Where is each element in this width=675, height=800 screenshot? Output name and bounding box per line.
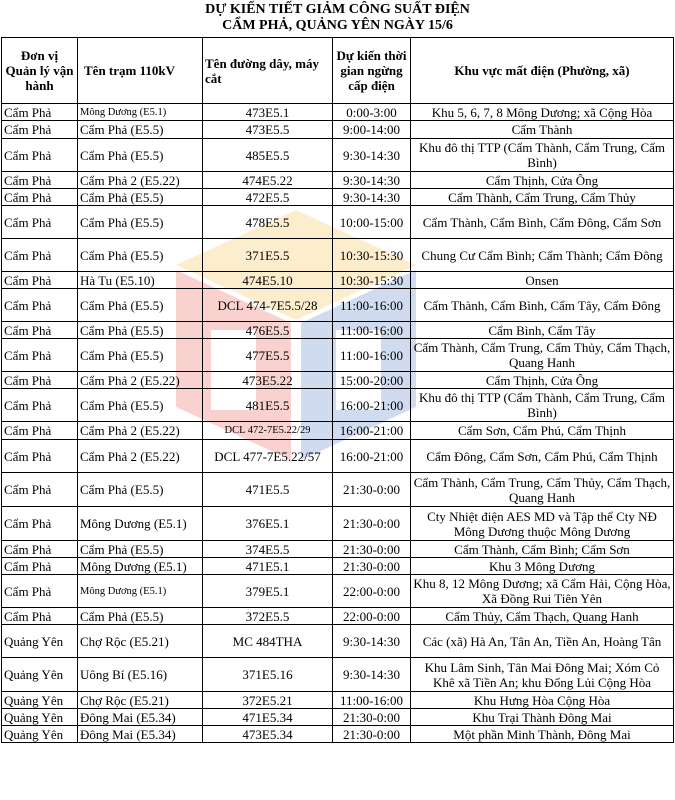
cell-unit: Cẩm Phả <box>2 206 78 239</box>
cell-line: 372E5.5 <box>203 608 333 625</box>
cell-time: 21:30-0:00 <box>333 726 411 743</box>
cell-unit: Cẩm Phả <box>2 558 78 575</box>
cell-time: 11:00-16:00 <box>333 322 411 339</box>
cell-line: DCL 474-7E5.5/28 <box>203 289 333 322</box>
column-header-station: Tên trạm 110kV <box>78 38 203 104</box>
table-row <box>2 206 674 239</box>
cell-station: Chợ Rộc (E5.21) <box>78 692 203 709</box>
cell-unit: Cẩm Phả <box>2 440 78 473</box>
cell-unit: Cẩm Phả <box>2 422 78 440</box>
table-row <box>2 121 674 139</box>
cell-station: Chợ Rộc (E5.21) <box>78 625 203 658</box>
cell-area: Onsen <box>411 272 674 289</box>
table-row <box>2 709 674 726</box>
cell-unit: Cẩm Phả <box>2 473 78 507</box>
cell-time: 9:30-14:30 <box>333 189 411 206</box>
cell-unit: Quảng Yên <box>2 692 78 709</box>
cell-time: 10:00-15:00 <box>333 206 411 239</box>
cell-station: Cẩm Phả 2 (E5.22) <box>78 422 203 440</box>
table-row <box>2 625 674 658</box>
table-row <box>2 440 674 473</box>
cell-unit: Cẩm Phả <box>2 139 78 172</box>
cell-line: 474E5.22 <box>203 172 333 189</box>
cell-time: 22:00-0:00 <box>333 575 411 608</box>
cell-area: Khu Hưng Hòa Cộng Hòa <box>411 692 674 709</box>
cell-station: Cẩm Phả (E5.5) <box>78 322 203 339</box>
power-cut-table <box>1 37 674 743</box>
cell-time: 15:00-20:00 <box>333 372 411 389</box>
cell-line: MC 484THA <box>203 625 333 658</box>
cell-area: Khu đô thị TTP (Cẩm Thành, Cẩm Trung, Cẩm Bình) <box>411 139 674 172</box>
cell-unit: Cẩm Phả <box>2 339 78 372</box>
cell-area: Cẩm Thành, Cẩm Bình, Cẩm Đông, Cẩm Sơn <box>411 206 674 239</box>
table-row <box>2 575 674 608</box>
cell-area: Cẩm Đông, Cẩm Sơn, Cẩm Phú, Cẩm Thịnh <box>411 440 674 473</box>
cell-area: Khu Trại Thành Đông Mai <box>411 709 674 726</box>
cell-unit: Quảng Yên <box>2 658 78 692</box>
cell-station: Cẩm Phả (E5.5) <box>78 121 203 139</box>
cell-time: 10:30-15:30 <box>333 272 411 289</box>
cell-station: Cẩm Phả (E5.5) <box>78 389 203 422</box>
cell-unit: Cẩm Phả <box>2 389 78 422</box>
cell-time: 0:00-3:00 <box>333 104 411 121</box>
cell-area: Cẩm Thành, Cẩm Bình, Cẩm Tây, Cẩm Đông <box>411 289 674 322</box>
cell-time: 21:30-0:00 <box>333 507 411 541</box>
cell-area: Cẩm Bình, Cẩm Tây <box>411 322 674 339</box>
cell-time: 11:00-16:00 <box>333 339 411 372</box>
cell-line: 374E5.5 <box>203 541 333 558</box>
cell-line: DCL 472-7E5.22/29 <box>203 422 333 440</box>
cell-line: 379E5.1 <box>203 575 333 608</box>
cell-area: Cẩm Thành, Cẩm Bình; Cẩm Sơn <box>411 541 674 558</box>
cell-area: Cẩm Thành, Cẩm Trung, Cẩm Thủy, Cẩm Thạch, Quang Hanh <box>411 339 674 372</box>
table-row <box>2 372 674 389</box>
table-header-row <box>2 38 674 104</box>
cell-line: 473E5.34 <box>203 726 333 743</box>
cell-area: Cẩm Thịnh, Cửa Ông <box>411 372 674 389</box>
cell-line: 485E5.5 <box>203 139 333 172</box>
cell-station: Hà Tu (E5.10) <box>78 272 203 289</box>
cell-area: Cẩm Thành, Cẩm Trung, Cẩm Thủy, Cẩm Thạch, Quang Hanh <box>411 473 674 507</box>
cell-area: Khu Lâm Sinh, Tân Mai Đông Mai; Xóm Cỏ Khê xã Tiền An; khu Đống Lủi Cộng Hòa <box>411 658 674 692</box>
cell-line: DCL 477-7E5.22/57 <box>203 440 333 473</box>
cell-time: 9:00-14:00 <box>333 121 411 139</box>
table-row <box>2 558 674 575</box>
cell-unit: Cẩm Phả <box>2 272 78 289</box>
cell-unit: Cẩm Phả <box>2 372 78 389</box>
cell-area: Một phần Minh Thành, Đông Mai <box>411 726 674 743</box>
cell-time: 21:30-0:00 <box>333 709 411 726</box>
cell-line: 481E5.5 <box>203 389 333 422</box>
cell-area: Cẩm Thành <box>411 121 674 139</box>
cell-station: Cẩm Phả (E5.5) <box>78 541 203 558</box>
cell-area: Cẩm Thủy, Cẩm Thạch, Quang Hanh <box>411 608 674 625</box>
cell-station: Cẩm Phả (E5.5) <box>78 608 203 625</box>
table-row <box>2 172 674 189</box>
cell-station: Mông Dương (E5.1) <box>78 104 203 121</box>
cell-line: 376E5.1 <box>203 507 333 541</box>
cell-unit: Cẩm Phả <box>2 289 78 322</box>
table-row <box>2 289 674 322</box>
table-row <box>2 541 674 558</box>
cell-time: 21:30-0:00 <box>333 473 411 507</box>
table-row <box>2 189 674 206</box>
table-row <box>2 239 674 272</box>
cell-station: Đông Mai (E5.34) <box>78 726 203 743</box>
cell-area: Khu 5, 6, 7, 8 Mông Dương; xã Cộng Hòa <box>411 104 674 121</box>
cell-station: Cẩm Phả (E5.5) <box>78 139 203 172</box>
cell-unit: Cẩm Phả <box>2 239 78 272</box>
cell-unit: Cẩm Phả <box>2 608 78 625</box>
cell-unit: Cẩm Phả <box>2 104 78 121</box>
cell-time: 11:00-16:00 <box>333 289 411 322</box>
cell-time: 16:00-21:00 <box>333 440 411 473</box>
table-row <box>2 473 674 507</box>
cell-station: Cẩm Phả 2 (E5.22) <box>78 372 203 389</box>
cell-unit: Cẩm Phả <box>2 189 78 206</box>
cell-station: Cẩm Phả 2 (E5.22) <box>78 172 203 189</box>
cell-station: Uông Bí (E5.16) <box>78 658 203 692</box>
cell-time: 9:30-14:30 <box>333 625 411 658</box>
cell-line: 471E5.34 <box>203 709 333 726</box>
cell-line: 472E5.5 <box>203 189 333 206</box>
cell-area: Cẩm Thành, Cẩm Trung, Cẩm Thủy <box>411 189 674 206</box>
column-header-time: Dự kiến thời gian ngừng cấp điện <box>333 38 411 104</box>
table-row <box>2 608 674 625</box>
column-header-area: Khu vực mất điện (Phường, xã) <box>411 38 674 104</box>
cell-area: Khu 3 Mông Dương <box>411 558 674 575</box>
cell-time: 11:00-16:00 <box>333 692 411 709</box>
cell-line: 478E5.5 <box>203 206 333 239</box>
cell-line: 371E5.5 <box>203 239 333 272</box>
cell-station: Cẩm Phả (E5.5) <box>78 473 203 507</box>
cell-station: Cẩm Phả 2 (E5.22) <box>78 440 203 473</box>
cell-line: 473E5.22 <box>203 372 333 389</box>
cell-line: 471E5.5 <box>203 473 333 507</box>
cell-area: Cty Nhiệt điện AES MD và Tập thể Cty NĐ Mông Dương thuộc Mông Dương <box>411 507 674 541</box>
cell-time: 9:30-14:30 <box>333 172 411 189</box>
cell-line: 471E5.1 <box>203 558 333 575</box>
cell-station: Đông Mai (E5.34) <box>78 709 203 726</box>
cell-line: 371E5.16 <box>203 658 333 692</box>
cell-unit: Quảng Yên <box>2 625 78 658</box>
cell-unit: Cẩm Phả <box>2 121 78 139</box>
table-row <box>2 507 674 541</box>
cell-station: Mông Dương (E5.1) <box>78 507 203 541</box>
cell-area: Khu 8, 12 Mông Dương; xã Cẩm Hải, Cộng Hòa, Xã Đồng Rui Tiên Yên <box>411 575 674 608</box>
cell-line: 477E5.5 <box>203 339 333 372</box>
cell-time: 21:30-0:00 <box>333 541 411 558</box>
table-row <box>2 272 674 289</box>
cell-station: Cẩm Phả (E5.5) <box>78 206 203 239</box>
cell-station: Mông Dương (E5.1) <box>78 575 203 608</box>
cell-time: 9:30-14:30 <box>333 658 411 692</box>
cell-unit: Cẩm Phả <box>2 575 78 608</box>
table-row <box>2 139 674 172</box>
cell-unit: Cẩm Phả <box>2 541 78 558</box>
page-subtitle: CẨM PHẢ, QUẢNG YÊN NGÀY 15/6 <box>222 18 453 33</box>
cell-time: 22:00-0:00 <box>333 608 411 625</box>
cell-station: Cẩm Phả (E5.5) <box>78 189 203 206</box>
cell-unit: Quảng Yên <box>2 709 78 726</box>
cell-unit: Cẩm Phả <box>2 507 78 541</box>
cell-station: Cẩm Phả (E5.5) <box>78 339 203 372</box>
cell-station: Cẩm Phả (E5.5) <box>78 239 203 272</box>
page-title: DỰ KIẾN TIẾT GIẢM CÔNG SUẤT ĐIỆN <box>205 2 470 17</box>
table-row <box>2 422 674 440</box>
cell-line: 372E5.21 <box>203 692 333 709</box>
column-header-unit: Đơn vị Quản lý vận hành <box>2 38 78 104</box>
cell-area: Các (xã) Hà An, Tân An, Tiền An, Hoàng Tân <box>411 625 674 658</box>
cell-area: Cẩm Thịnh, Cửa Ông <box>411 172 674 189</box>
cell-line: 476E5.5 <box>203 322 333 339</box>
cell-station: Cẩm Phả (E5.5) <box>78 289 203 322</box>
cell-area: Cẩm Sơn, Cẩm Phú, Cẩm Thịnh <box>411 422 674 440</box>
cell-line: 473E5.1 <box>203 104 333 121</box>
table-row <box>2 104 674 121</box>
cell-line: 474E5.10 <box>203 272 333 289</box>
table-row <box>2 692 674 709</box>
cell-unit: Quảng Yên <box>2 726 78 743</box>
table-row <box>2 339 674 372</box>
cell-unit: Cẩm Phả <box>2 172 78 189</box>
cell-line: 473E5.5 <box>203 121 333 139</box>
column-header-line: Tên đường dây, máy cắt <box>203 38 333 104</box>
cell-time: 16:00-21:00 <box>333 389 411 422</box>
cell-area: Khu đô thị TTP (Cẩm Thành, Cẩm Trung, Cẩm Bình) <box>411 389 674 422</box>
table-row <box>2 322 674 339</box>
table-row <box>2 658 674 692</box>
cell-time: 16:00-21:00 <box>333 422 411 440</box>
table-row <box>2 389 674 422</box>
cell-time: 21:30-0:00 <box>333 558 411 575</box>
cell-unit: Cẩm Phả <box>2 322 78 339</box>
cell-time: 9:30-14:30 <box>333 139 411 172</box>
table-row <box>2 726 674 743</box>
cell-area: Chung Cư Cẩm Bình; Cẩm Thành; Cẩm Đông <box>411 239 674 272</box>
cell-station: Mông Dương (E5.1) <box>78 558 203 575</box>
cell-time: 10:30-15:30 <box>333 239 411 272</box>
